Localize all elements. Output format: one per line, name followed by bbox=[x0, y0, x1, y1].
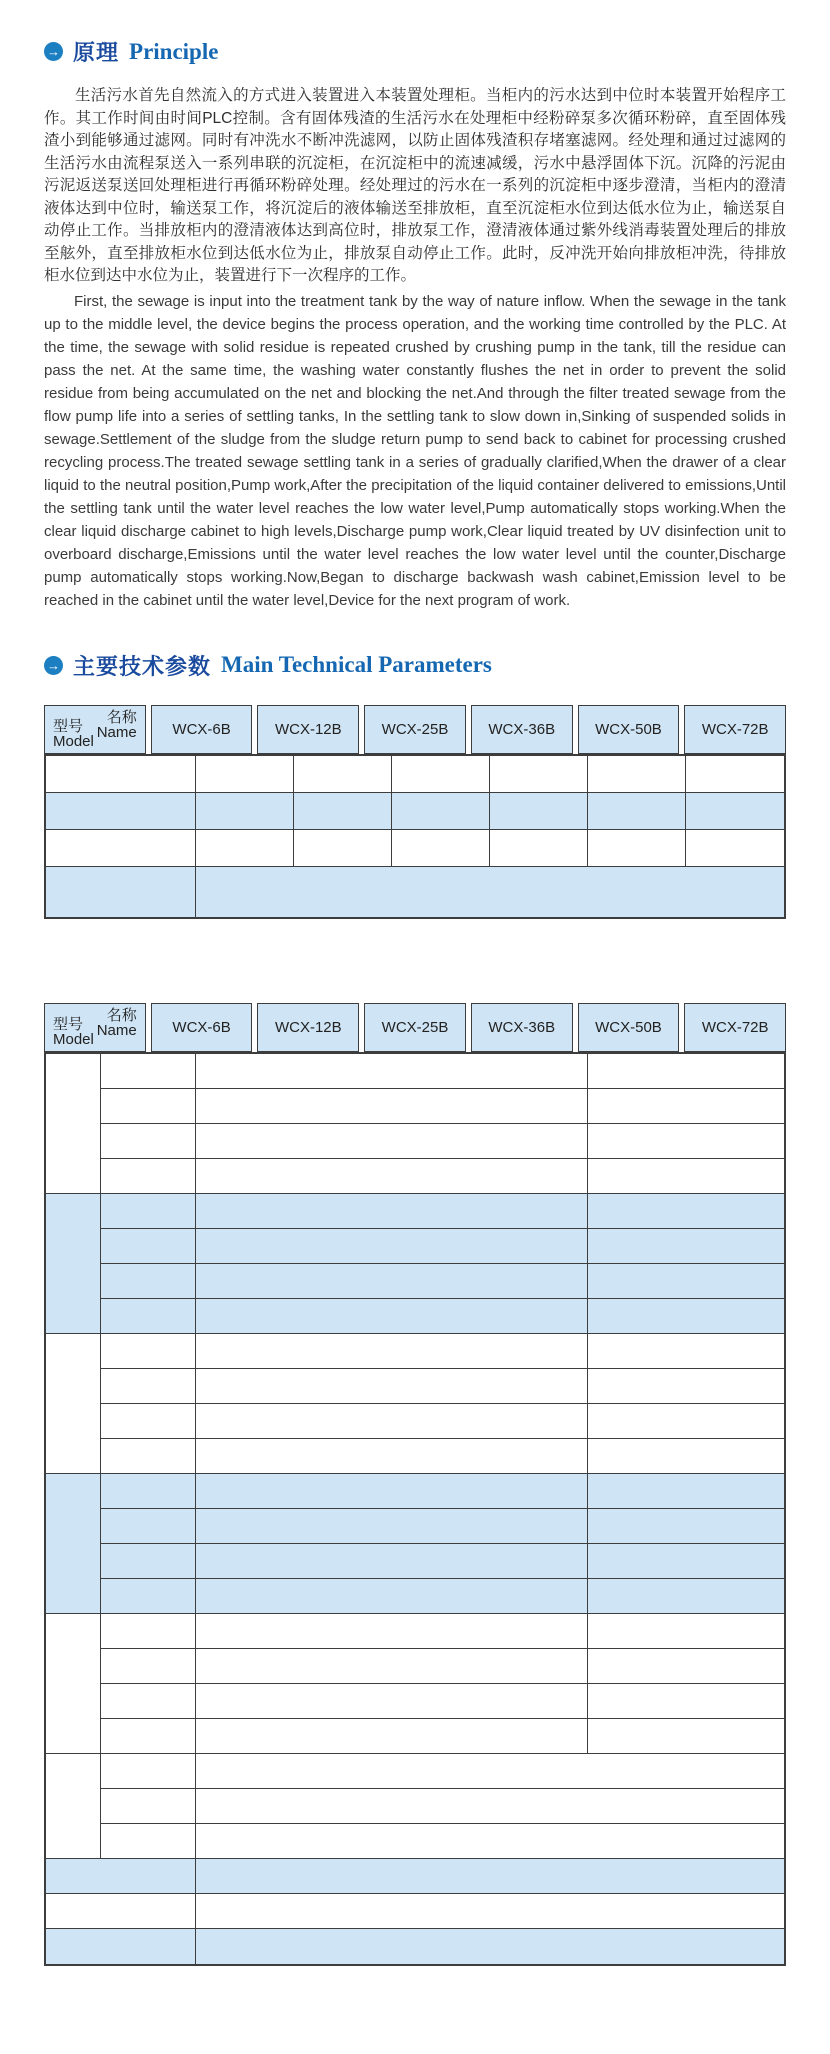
parameter-label bbox=[101, 1264, 196, 1299]
pump-group-label bbox=[46, 1054, 101, 1194]
table-cell-value bbox=[392, 793, 490, 830]
parameter-value-right bbox=[588, 1194, 784, 1229]
parameter-value-right bbox=[588, 1159, 784, 1194]
table-cell-value bbox=[588, 830, 686, 867]
parameter-label bbox=[101, 1369, 196, 1404]
parameter-label bbox=[101, 1579, 196, 1614]
corner-model-en: Model bbox=[53, 732, 94, 750]
parameter-label bbox=[101, 1194, 196, 1229]
parameter-value-left bbox=[196, 1544, 588, 1579]
table-cell-value bbox=[490, 793, 588, 830]
parameter-value-right bbox=[588, 1369, 784, 1404]
footer-row-label bbox=[46, 1929, 196, 1964]
model-column-header: WCX-72B bbox=[684, 1003, 786, 1052]
footer-row-value bbox=[196, 1894, 784, 1929]
table-cell-value bbox=[294, 756, 392, 793]
parameter-label bbox=[101, 1789, 196, 1824]
footer-row-value bbox=[196, 1859, 784, 1894]
table-cell-value bbox=[490, 830, 588, 867]
table1-body bbox=[44, 754, 786, 919]
row-label bbox=[46, 756, 196, 793]
parameter-value-left bbox=[196, 1194, 588, 1229]
arrow-bullet-icon: → bbox=[44, 656, 63, 675]
parameter-value-left bbox=[196, 1054, 588, 1089]
parameter-value-right bbox=[588, 1684, 784, 1719]
pump-parameters-table bbox=[44, 1003, 786, 1966]
table-cell-value bbox=[686, 830, 784, 867]
arrow-bullet-icon: → bbox=[44, 42, 63, 61]
parameter-label bbox=[101, 1054, 196, 1089]
row-label bbox=[46, 830, 196, 867]
parameter-label bbox=[101, 1229, 196, 1264]
parameter-value-left bbox=[196, 1159, 588, 1194]
model-column-header: WCX-50B bbox=[578, 1003, 680, 1052]
parameter-value-left bbox=[196, 1229, 588, 1264]
parameter-value-right bbox=[588, 1299, 784, 1334]
parameter-value-left bbox=[196, 1509, 588, 1544]
parameter-value-right bbox=[588, 1509, 784, 1544]
table-cell-value bbox=[686, 793, 784, 830]
parameter-value-right bbox=[588, 1089, 784, 1124]
model-column-header: WCX-50B bbox=[578, 705, 680, 754]
parameter-label bbox=[101, 1719, 196, 1754]
parameter-value-left bbox=[196, 1369, 588, 1404]
pump-group-label bbox=[46, 1334, 101, 1474]
corner-name-zh: 名称 bbox=[106, 708, 137, 726]
row-label bbox=[46, 867, 196, 917]
table-cell-value bbox=[686, 756, 784, 793]
parameter-label bbox=[101, 1404, 196, 1439]
table-cell-value bbox=[196, 756, 294, 793]
parameter-label bbox=[101, 1124, 196, 1159]
parameter-value-right bbox=[588, 1229, 784, 1264]
parameter-value-right bbox=[588, 1579, 784, 1614]
table-cell-value bbox=[392, 756, 490, 793]
parameter-value-left bbox=[196, 1264, 588, 1299]
parameter-value-right bbox=[588, 1264, 784, 1299]
corner-model-zh: 型号 bbox=[53, 717, 84, 735]
model-column-header: WCX-12B bbox=[257, 1003, 359, 1052]
model-column-header: WCX-6B bbox=[151, 1003, 253, 1052]
parameter-value-right bbox=[588, 1054, 784, 1089]
table-cell-value bbox=[490, 756, 588, 793]
parameter-label bbox=[101, 1299, 196, 1334]
principle-paragraph-chinese: 生活污水首先自然流入的方式进入装置进入本装置处理柜。当柜内的污水达到中位时本装置开始程序工作。其工作时间由时间PLC控制。含有固体残渣的生活污水在处理柜中经粉碎泵多次循环粉碎，直至固体残渣小到能够通过滤网。同时有冲洗水不断冲洗滤网，以防止固体残渣积存堵塞滤网。经处理和通过过滤网的生活污水由流程泵送入一系列串联的沉淀柜，在沉淀柜中的流速减缓，污水中悬浮固体下沉。沉降的污泥由污泥返送泵送回处理柜进行再循环粉碎处理。经处理过的污水在一系列的沉淀柜中逐步澄清，当柜内的澄清液体达到中位时，输送泵工作，将沉淀后的液体输送至排放柜，直至沉淀柜水位到达低水位为止，输送泵自动停止工作。当排放柜内的澄清液体达到高位时，排放泵工作，澄清液体通过紫外线消毒装置处理后的排放至舷外，直至排放柜水位到达低水位为止，排放泵自动停止工作。此时，反冲洗开始向排放柜冲洗，待排放柜水位到达中水位为止，装置进行下一次程序的工作。 bbox=[44, 87, 786, 284]
parameter-value-left bbox=[196, 1404, 588, 1439]
parameter-value-right bbox=[588, 1334, 784, 1369]
parameter-value-left bbox=[196, 1719, 588, 1754]
parameter-value-left bbox=[196, 1299, 588, 1334]
parameter-value-right bbox=[588, 1404, 784, 1439]
table-cell-value bbox=[196, 793, 294, 830]
model-column-header: WCX-12B bbox=[257, 705, 359, 754]
footer-row-label bbox=[46, 1859, 196, 1894]
parameter-value-right bbox=[588, 1439, 784, 1474]
parameter-label bbox=[101, 1509, 196, 1544]
parameter-value-left bbox=[196, 1089, 588, 1124]
footer-row-value bbox=[196, 1929, 784, 1964]
corner-model-en: Model bbox=[53, 1030, 94, 1048]
table1-corner-cell bbox=[44, 705, 146, 754]
parameter-value-full bbox=[196, 1789, 784, 1824]
corner-name-label bbox=[97, 1008, 137, 1038]
parameter-value-left bbox=[196, 1684, 588, 1719]
table-cell-value bbox=[588, 756, 686, 793]
corner-model-label bbox=[53, 719, 94, 749]
parameter-label bbox=[101, 1614, 196, 1649]
parameter-value-full bbox=[196, 1824, 784, 1859]
parameters-heading bbox=[44, 650, 786, 681]
corner-model-label bbox=[53, 1017, 94, 1047]
parameter-value-full bbox=[196, 1754, 784, 1789]
parameters-title-zh: 主要技术参数 bbox=[73, 653, 212, 679]
main-parameters-table bbox=[44, 705, 786, 919]
parameter-value-right bbox=[588, 1474, 784, 1509]
pump-group-label bbox=[46, 1754, 101, 1859]
parameter-label bbox=[101, 1159, 196, 1194]
parameter-value-right bbox=[588, 1719, 784, 1754]
table-cell-value bbox=[392, 830, 490, 867]
parameter-value-right bbox=[588, 1124, 784, 1159]
model-column-header: WCX-36B bbox=[471, 705, 573, 754]
table-cell-value bbox=[294, 793, 392, 830]
model-column-header: WCX-72B bbox=[684, 705, 786, 754]
parameter-value-right bbox=[588, 1614, 784, 1649]
parameter-value-left bbox=[196, 1649, 588, 1684]
discharging-standard-value bbox=[196, 867, 784, 917]
table2-header-row bbox=[44, 1003, 786, 1052]
parameter-label bbox=[101, 1439, 196, 1474]
table2-corner-cell bbox=[44, 1003, 146, 1052]
parameter-label bbox=[101, 1474, 196, 1509]
parameter-value-left bbox=[196, 1579, 588, 1614]
parameters-title-en: Main Technical Parameters bbox=[221, 652, 492, 677]
principle-paragraph-english: First, the sewage is input into the treatment tank by the way of nature inflow. When the sewage in the tank up to the middle level, the device begins the process operation, and the working time controlled by the PLC. At the time, the sewage with solid residue is repeated crushed by crushing pump in the tank, till the residue can pass the net. At the same time, the washing water constantly flushes the net in order to prevent the solid residue from being accumulated on the net and blocking the net.And through the filter treated sewage from the flow pump life into a series of settling tanks, In the settling tank to slow down in,Sinking of suspended solids in sewage.Settlement of the sludge from the sludge return pump to send back to cabinet for processing crushed recycling process.The treated sewage settling tank in a series of gradually clarified,When the drawer of a clear liquid to the neutral position,Pump work,After the precipitation of the liquid container delivered to emissions,Until the settling tank until the water level reaches the low water level,Pump automatically stops working.When the clear liquid discharge cabinet to high levels,Discharge pump work,Clear liquid treated by UV disinfection unit to overboard discharge,Emissions until the water level reaches the low water level until the counter,Discharge pump automatically stops working.Now,Began to discharge backwash wash cabinet,Emission level to be reached in the cabinet until the water level,Device for the next program of work. bbox=[44, 292, 786, 609]
corner-name-en: Name bbox=[96, 1021, 137, 1039]
parameter-value-left bbox=[196, 1439, 588, 1474]
table2-body bbox=[44, 1052, 786, 1966]
model-column-header: WCX-25B bbox=[364, 705, 466, 754]
parameter-label bbox=[101, 1649, 196, 1684]
corner-name-zh: 名称 bbox=[106, 1006, 137, 1024]
row-label bbox=[46, 793, 196, 830]
parameter-label bbox=[101, 1754, 196, 1789]
parameter-value-left bbox=[196, 1124, 588, 1159]
parameter-value-left bbox=[196, 1614, 588, 1649]
model-column-header: WCX-25B bbox=[364, 1003, 466, 1052]
parameter-label bbox=[101, 1334, 196, 1369]
corner-model-zh: 型号 bbox=[53, 1015, 84, 1033]
table1-header-row bbox=[44, 705, 786, 754]
corner-name-en: Name bbox=[96, 723, 137, 741]
corner-name-label bbox=[97, 710, 137, 740]
principle-title-zh: 原理 bbox=[73, 40, 120, 65]
model-column-header: WCX-6B bbox=[151, 705, 253, 754]
footer-row-label bbox=[46, 1894, 196, 1929]
table-cell-value bbox=[294, 830, 392, 867]
principle-heading bbox=[44, 36, 786, 67]
table-cell-value bbox=[196, 830, 294, 867]
table-cell-value bbox=[588, 793, 686, 830]
parameter-value-right bbox=[588, 1544, 784, 1579]
parameter-label bbox=[101, 1544, 196, 1579]
principle-title-en: Principle bbox=[129, 38, 219, 64]
parameter-value-left bbox=[196, 1334, 588, 1369]
model-column-header: WCX-36B bbox=[471, 1003, 573, 1052]
pump-group-label bbox=[46, 1474, 101, 1614]
parameter-label bbox=[101, 1089, 196, 1124]
parameter-label bbox=[101, 1824, 196, 1859]
parameter-value-right bbox=[588, 1649, 784, 1684]
pump-group-label bbox=[46, 1194, 101, 1334]
pump-group-label bbox=[46, 1614, 101, 1754]
parameter-label bbox=[101, 1684, 196, 1719]
parameter-value-left bbox=[196, 1474, 588, 1509]
